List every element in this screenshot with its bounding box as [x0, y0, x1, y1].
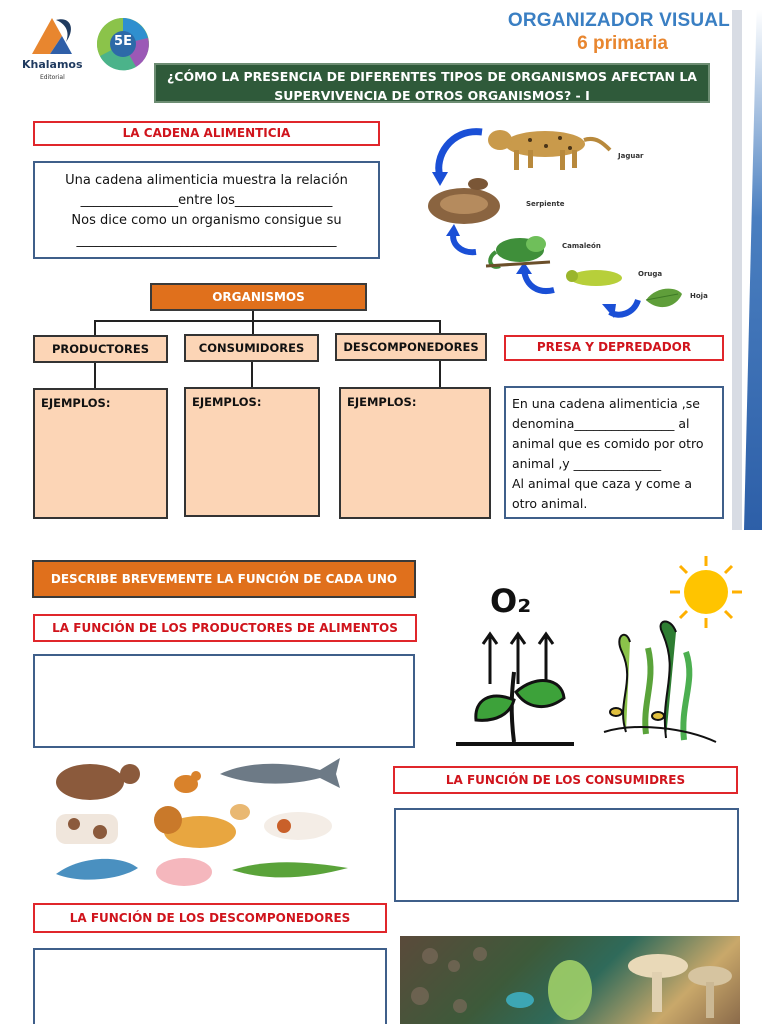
brand-sub: Editorial — [40, 74, 65, 81]
prey-predator-box — [504, 386, 724, 519]
tree-connector-right — [439, 320, 441, 334]
animals-icon — [40, 752, 360, 894]
decomposers-function-label: LA FUNCIÓN DE LOS DESCOMPONEDORES — [33, 903, 387, 933]
tree-connector-left — [94, 320, 96, 336]
food-chain-line-4: ________________________________________ — [76, 233, 337, 248]
connector-consumers — [251, 362, 253, 387]
side-stripe-blue — [744, 10, 762, 530]
bear-icon — [56, 764, 140, 800]
snake-icon — [428, 178, 500, 224]
consumers-examples-box[interactable] — [184, 387, 320, 517]
sun-seaweed-icon — [596, 552, 746, 752]
food-chain-drawing — [420, 118, 720, 328]
consumers-examples-label: EJEMPLOS: — [192, 395, 262, 409]
decomposers-examples-box[interactable] — [339, 387, 491, 519]
brand-name: Khalamos — [22, 58, 83, 71]
producers-examples-box[interactable] — [33, 388, 168, 519]
producers-function-answer[interactable] — [33, 654, 415, 748]
leaf-icon — [646, 289, 682, 308]
decomposers-function-answer[interactable] — [33, 948, 387, 1024]
jaguar-label: Jaguar — [618, 152, 644, 160]
side-stripe-gray — [732, 10, 742, 530]
food-chain-line-1: Una cadena alimenticia muestra la relación — [65, 173, 348, 188]
caterpillar-label: Oruga — [638, 270, 663, 278]
sun-icon — [670, 556, 742, 628]
khalamos-logo — [22, 14, 92, 84]
consumers-animals-illustration — [40, 752, 360, 894]
category-decomposers: DESCOMPONEDORES — [335, 333, 487, 361]
khalamos-logo-icon — [26, 14, 92, 58]
mushrooms-bacteria-icon — [400, 936, 740, 1024]
category-producers: PRODUCTORES — [33, 335, 168, 363]
describe-function-banner: DESCRIBE BREVEMENTE LA FUNCIÓN DE CADA UNO — [32, 560, 416, 598]
seaweed-icon — [604, 621, 716, 742]
food-chain-box — [33, 161, 380, 259]
5e-badge — [96, 16, 150, 72]
category-consumers: CONSUMIDORES — [184, 334, 319, 362]
caterpillar-icon — [566, 270, 622, 286]
oxygen-plant-illustration — [450, 580, 580, 750]
prey-predator-line-3: animal que es comido por otro — [512, 436, 704, 451]
prey-predator-line-4: animal ,y ______________ — [512, 456, 662, 471]
hen-icon — [174, 771, 201, 793]
tree-connector-middle — [252, 320, 254, 335]
consumers-function-label: LA FUNCIÓN DE LOS CONSUMIDRES — [393, 766, 738, 794]
food-chain-label: LA CADENA ALIMENTICIA — [33, 121, 380, 146]
prey-predator-label: PRESA Y DEPREDADOR — [504, 335, 724, 361]
cow-icon — [56, 814, 118, 844]
leaf-label: Hoja — [690, 292, 708, 300]
tree-connector-horizontal — [94, 320, 441, 322]
food-chain-illustration — [420, 118, 720, 328]
o2-label: O₂ — [490, 582, 532, 620]
prey-predator-line-5: Al animal que caza y come a — [512, 476, 692, 491]
prey-predator-line-2: denomina________________ al — [512, 416, 690, 431]
organisms-header: ORGANISMOS — [150, 283, 367, 311]
lion-icon — [154, 806, 236, 848]
grade-subtitle: 6 primaria — [577, 33, 668, 54]
pig-icon — [156, 858, 212, 886]
connector-decomposers — [439, 361, 441, 387]
rabbit-icon — [230, 804, 250, 820]
seaweed-sun-illustration — [596, 552, 746, 752]
producers-function-label: LA FUNCIÓN DE LOS PRODUCTORES DE ALIMENTOS — [33, 614, 417, 642]
snake-label: Serpiente — [526, 200, 565, 208]
dolphin-icon — [56, 859, 138, 880]
prey-predator-line-1: En una cadena alimenticia ,se — [512, 396, 700, 411]
decomposers-photo — [400, 936, 740, 1024]
page-title: ORGANIZADOR VISUAL — [507, 10, 730, 31]
badge-text: 5E — [114, 34, 132, 49]
chameleon-label: Camaleón — [562, 242, 601, 250]
prey-predator-line-6: otro animal. — [512, 496, 588, 511]
jaguar-icon — [488, 130, 610, 170]
consumers-function-answer[interactable] — [394, 808, 739, 902]
connector-producers — [94, 363, 96, 388]
food-chain-line-3: Nos dice como un organismo consigue su — [71, 213, 342, 228]
producers-examples-label: EJEMPLOS: — [41, 396, 111, 410]
crocodile-icon — [232, 862, 348, 877]
horse-icon — [264, 812, 332, 840]
question-banner: ¿CÓMO LA PRESENCIA DE DIFERENTES TIPOS DE ORGANISMOS AFECTAN LA SUPERVIVENCIA DE OTROS ORGANISMOS? - I — [154, 63, 710, 103]
decomposers-examples-label: EJEMPLOS: — [347, 395, 417, 409]
food-chain-line-2: _______________entre los_______________ — [80, 193, 333, 208]
chameleon-icon — [486, 236, 550, 267]
shark-icon — [220, 758, 340, 788]
